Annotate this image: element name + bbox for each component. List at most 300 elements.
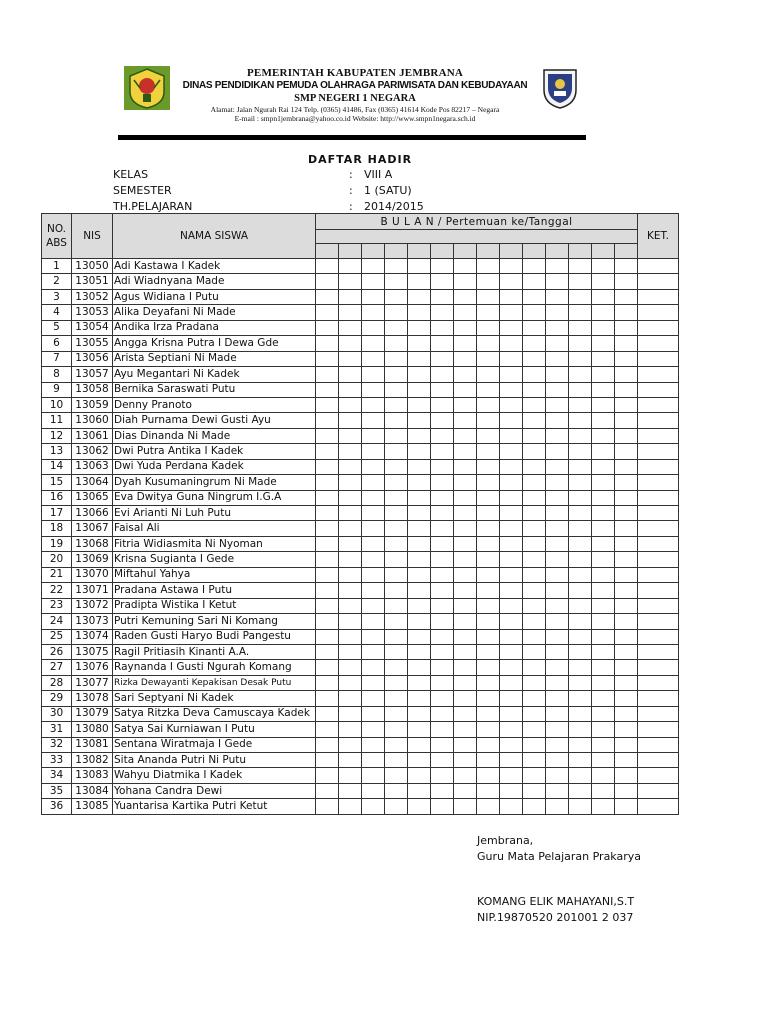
- attendance-cell: [477, 799, 500, 814]
- attendance-cell: [546, 799, 569, 814]
- table-row: [42, 428, 679, 443]
- attendance-cell: [362, 521, 385, 536]
- attendance-cell: [454, 753, 477, 768]
- attendance-cell: [339, 444, 362, 459]
- attendance-cell: [500, 768, 523, 783]
- attendance-cell: [615, 614, 638, 629]
- attendance-cell: [408, 753, 431, 768]
- attendance-cell: [362, 336, 385, 351]
- attendance-cell: [477, 428, 500, 443]
- letterhead-government: PEMERINTAH KABUPATEN JEMBRANA: [246, 67, 464, 79]
- student-number: 14: [42, 459, 72, 474]
- attendance-cell: [316, 660, 339, 675]
- table-row: [42, 660, 679, 675]
- attendance-cell: [592, 583, 615, 598]
- student-nis: 13057: [72, 367, 113, 382]
- attendance-cell: [454, 336, 477, 351]
- attendance-cell: [339, 706, 362, 721]
- student-number: 36: [42, 799, 72, 814]
- remarks-cell: [638, 536, 679, 551]
- attendance-cell: [615, 598, 638, 613]
- attendance-cell: [408, 444, 431, 459]
- attendance-cell: [477, 567, 500, 582]
- header-no-abs: [42, 214, 72, 259]
- attendance-cell: [431, 259, 454, 274]
- attendance-cell: [431, 459, 454, 474]
- student-number: 13: [42, 444, 72, 459]
- attendance-cell: [477, 475, 500, 490]
- attendance-cell: [339, 459, 362, 474]
- attendance-cell: [569, 614, 592, 629]
- attendance-cell: [431, 753, 454, 768]
- attendance-cell: [454, 783, 477, 798]
- attendance-cell: [362, 768, 385, 783]
- attendance-cell: [592, 614, 615, 629]
- student-nis: 13083: [72, 768, 113, 783]
- attendance-cell: [408, 367, 431, 382]
- header-no: NO.: [46, 223, 67, 235]
- attendance-cell: [385, 675, 408, 690]
- attendance-cell: [362, 397, 385, 412]
- attendance-cell: [316, 783, 339, 798]
- attendance-cell: [339, 320, 362, 335]
- attendance-cell: [615, 675, 638, 690]
- student-nis: 13066: [72, 506, 113, 521]
- attendance-cell: [615, 737, 638, 752]
- attendance-cell: [431, 428, 454, 443]
- attendance-cell: [569, 397, 592, 412]
- attendance-cell: [408, 691, 431, 706]
- meta-label: TH.PELAJARAN: [113, 200, 193, 213]
- attendance-cell: [362, 289, 385, 304]
- student-name: Rizka Dewayanti Kepakisan Desak Putu: [113, 675, 316, 690]
- attendance-cell: [362, 644, 385, 659]
- meta-colon: :: [349, 200, 353, 213]
- attendance-cell: [339, 768, 362, 783]
- attendance-cell: [431, 675, 454, 690]
- attendance-cell: [316, 490, 339, 505]
- attendance-cell: [454, 552, 477, 567]
- attendance-cell: [477, 660, 500, 675]
- regency-emblem-icon: [124, 66, 170, 110]
- attendance-cell: [592, 351, 615, 366]
- student-nis: 13062: [72, 444, 113, 459]
- student-number: 30: [42, 706, 72, 721]
- attendance-cell: [408, 459, 431, 474]
- attendance-cell: [500, 722, 523, 737]
- remarks-cell: [638, 413, 679, 428]
- attendance-cell: [339, 722, 362, 737]
- attendance-cell: [431, 351, 454, 366]
- remarks-cell: [638, 629, 679, 644]
- student-name: Sentana Wiratmaja I Gede: [113, 737, 316, 752]
- attendance-cell: [316, 644, 339, 659]
- attendance-cell: [592, 768, 615, 783]
- attendance-cell: [615, 320, 638, 335]
- attendance-cell: [431, 413, 454, 428]
- attendance-cell: [546, 382, 569, 397]
- attendance-cell: [546, 413, 569, 428]
- student-nis: 13078: [72, 691, 113, 706]
- attendance-cell: [523, 490, 546, 505]
- attendance-cell: [339, 259, 362, 274]
- attendance-cell: [477, 413, 500, 428]
- attendance-cell: [546, 475, 569, 490]
- student-number: 17: [42, 506, 72, 521]
- attendance-cell: [362, 459, 385, 474]
- attendance-cell: [339, 367, 362, 382]
- attendance-cell: [408, 598, 431, 613]
- attendance-cell: [477, 691, 500, 706]
- student-name: Diah Purnama Dewi Gusti Ayu: [113, 413, 316, 428]
- attendance-cell: [454, 768, 477, 783]
- attendance-cell: [615, 583, 638, 598]
- student-number: 34: [42, 768, 72, 783]
- attendance-cell: [431, 521, 454, 536]
- attendance-cell: [362, 737, 385, 752]
- attendance-cell: [477, 629, 500, 644]
- student-nis: 13084: [72, 783, 113, 798]
- attendance-cell: [546, 428, 569, 443]
- attendance-cell: [546, 506, 569, 521]
- attendance-cell: [385, 506, 408, 521]
- attendance-cell: [592, 737, 615, 752]
- table-row: [42, 259, 679, 274]
- attendance-cell: [500, 536, 523, 551]
- attendance-cell: [431, 644, 454, 659]
- student-nis: 13082: [72, 753, 113, 768]
- attendance-cell: [615, 475, 638, 490]
- remarks-cell: [638, 490, 679, 505]
- attendance-cell: [523, 799, 546, 814]
- student-nis: 13065: [72, 490, 113, 505]
- attendance-cell: [523, 691, 546, 706]
- attendance-cell: [569, 629, 592, 644]
- attendance-table: [41, 213, 679, 815]
- attendance-cell: [385, 644, 408, 659]
- attendance-cell: [500, 459, 523, 474]
- attendance-cell: [385, 397, 408, 412]
- table-row: [42, 444, 679, 459]
- student-nis: 13073: [72, 614, 113, 629]
- attendance-cell: [523, 552, 546, 567]
- attendance-cell: [408, 259, 431, 274]
- attendance-cell: [385, 614, 408, 629]
- student-name: Fitria Widiasmita Ni Nyoman: [113, 536, 316, 551]
- attendance-cell: [546, 274, 569, 289]
- student-nis: 13055: [72, 336, 113, 351]
- attendance-cell: [339, 644, 362, 659]
- attendance-cell: [408, 397, 431, 412]
- attendance-cell: [615, 305, 638, 320]
- attendance-cell: [339, 289, 362, 304]
- attendance-cell: [523, 259, 546, 274]
- attendance-cell: [385, 351, 408, 366]
- attendance-cell: [316, 259, 339, 274]
- remarks-cell: [638, 598, 679, 613]
- attendance-cell: [523, 660, 546, 675]
- student-name: Evi Arianti Ni Luh Putu: [113, 506, 316, 521]
- attendance-cell: [431, 506, 454, 521]
- attendance-cell: [454, 397, 477, 412]
- attendance-cell: [339, 598, 362, 613]
- attendance-cell: [339, 536, 362, 551]
- attendance-cell: [316, 305, 339, 320]
- student-name: Miftahul Yahya: [113, 567, 316, 582]
- meta-value: 2014/2015: [364, 200, 424, 213]
- table-row: [42, 336, 679, 351]
- remarks-cell: [638, 660, 679, 675]
- attendance-cell: [339, 660, 362, 675]
- attendance-cell: [477, 598, 500, 613]
- attendance-cell: [523, 536, 546, 551]
- attendance-cell: [385, 259, 408, 274]
- attendance-cell: [454, 351, 477, 366]
- table-row: [42, 536, 679, 551]
- attendance-cell: [500, 660, 523, 675]
- attendance-cell: [569, 753, 592, 768]
- attendance-cell: [569, 336, 592, 351]
- attendance-cell: [546, 490, 569, 505]
- attendance-cell: [500, 490, 523, 505]
- attendance-cell: [362, 552, 385, 567]
- attendance-cell: [592, 336, 615, 351]
- attendance-cell: [523, 598, 546, 613]
- date-header-cell: [339, 244, 362, 259]
- attendance-cell: [615, 506, 638, 521]
- attendance-cell: [385, 552, 408, 567]
- remarks-cell: [638, 737, 679, 752]
- remarks-cell: [638, 336, 679, 351]
- attendance-cell: [569, 799, 592, 814]
- attendance-cell: [569, 289, 592, 304]
- attendance-cell: [523, 413, 546, 428]
- attendance-cell: [615, 753, 638, 768]
- attendance-cell: [500, 753, 523, 768]
- attendance-cell: [615, 567, 638, 582]
- attendance-cell: [615, 336, 638, 351]
- student-number: 26: [42, 644, 72, 659]
- table-row: [42, 691, 679, 706]
- attendance-cell: [385, 567, 408, 582]
- attendance-cell: [569, 521, 592, 536]
- student-name: Dias Dinanda Ni Made: [113, 428, 316, 443]
- attendance-cell: [523, 521, 546, 536]
- attendance-cell: [408, 583, 431, 598]
- attendance-cell: [546, 753, 569, 768]
- attendance-cell: [500, 397, 523, 412]
- attendance-cell: [592, 536, 615, 551]
- attendance-cell: [500, 737, 523, 752]
- attendance-cell: [523, 737, 546, 752]
- attendance-cell: [362, 691, 385, 706]
- attendance-cell: [523, 475, 546, 490]
- attendance-cell: [454, 737, 477, 752]
- date-header-cell: [385, 244, 408, 259]
- date-header-cell: [569, 244, 592, 259]
- attendance-cell: [477, 351, 500, 366]
- student-nis: 13071: [72, 583, 113, 598]
- attendance-cell: [454, 691, 477, 706]
- attendance-cell: [500, 382, 523, 397]
- attendance-cell: [500, 413, 523, 428]
- attendance-cell: [615, 428, 638, 443]
- attendance-cell: [500, 274, 523, 289]
- attendance-cell: [546, 336, 569, 351]
- attendance-cell: [592, 799, 615, 814]
- attendance-cell: [523, 305, 546, 320]
- attendance-cell: [546, 583, 569, 598]
- student-number: 24: [42, 614, 72, 629]
- attendance-cell: [592, 274, 615, 289]
- attendance-cell: [500, 428, 523, 443]
- attendance-cell: [408, 660, 431, 675]
- attendance-cell: [569, 475, 592, 490]
- remarks-cell: [638, 274, 679, 289]
- attendance-cell: [431, 382, 454, 397]
- attendance-cell: [500, 583, 523, 598]
- student-nis: 13058: [72, 382, 113, 397]
- attendance-cell: [431, 722, 454, 737]
- attendance-cell: [431, 629, 454, 644]
- attendance-cell: [339, 691, 362, 706]
- student-name: Bernika Saraswati Putu: [113, 382, 316, 397]
- remarks-cell: [638, 783, 679, 798]
- attendance-cell: [477, 614, 500, 629]
- attendance-cell: [316, 552, 339, 567]
- remarks-cell: [638, 691, 679, 706]
- attendance-cell: [362, 598, 385, 613]
- attendance-cell: [477, 506, 500, 521]
- attendance-cell: [500, 691, 523, 706]
- attendance-cell: [546, 691, 569, 706]
- attendance-cell: [431, 320, 454, 335]
- attendance-cell: [408, 336, 431, 351]
- date-header-cell: [500, 244, 523, 259]
- attendance-cell: [592, 629, 615, 644]
- attendance-cell: [316, 583, 339, 598]
- attendance-cell: [500, 367, 523, 382]
- attendance-cell: [316, 799, 339, 814]
- attendance-cell: [592, 382, 615, 397]
- attendance-cell: [454, 644, 477, 659]
- attendance-cell: [408, 521, 431, 536]
- student-name: Dwi Yuda Perdana Kadek: [113, 459, 316, 474]
- student-name: Yuantarisa Kartika Putri Ketut: [113, 799, 316, 814]
- student-number: 5: [42, 320, 72, 335]
- attendance-cell: [339, 675, 362, 690]
- remarks-cell: [638, 567, 679, 582]
- attendance-cell: [339, 583, 362, 598]
- attendance-cell: [592, 413, 615, 428]
- attendance-cell: [408, 475, 431, 490]
- table-row: [42, 598, 679, 613]
- attendance-cell: [339, 552, 362, 567]
- attendance-cell: [454, 675, 477, 690]
- attendance-cell: [546, 660, 569, 675]
- attendance-cell: [385, 490, 408, 505]
- attendance-cell: [362, 305, 385, 320]
- attendance-cell: [385, 768, 408, 783]
- signature-place: Jembrana,: [477, 834, 534, 847]
- attendance-cell: [569, 490, 592, 505]
- attendance-cell: [477, 274, 500, 289]
- student-nis: 13068: [72, 536, 113, 551]
- attendance-cell: [339, 397, 362, 412]
- attendance-cell: [523, 336, 546, 351]
- attendance-cell: [385, 722, 408, 737]
- attendance-cell: [339, 351, 362, 366]
- attendance-cell: [454, 305, 477, 320]
- attendance-cell: [477, 583, 500, 598]
- attendance-cell: [569, 567, 592, 582]
- attendance-cell: [546, 629, 569, 644]
- student-name: Dyah Kusumaningrum Ni Made: [113, 475, 316, 490]
- attendance-cell: [569, 382, 592, 397]
- table-row: [42, 722, 679, 737]
- attendance-cell: [546, 459, 569, 474]
- student-name: Yohana Candra Dewi: [113, 783, 316, 798]
- table-row: [42, 753, 679, 768]
- attendance-cell: [316, 598, 339, 613]
- attendance-cell: [362, 536, 385, 551]
- attendance-cell: [454, 490, 477, 505]
- attendance-cell: [569, 737, 592, 752]
- attendance-cell: [362, 614, 385, 629]
- attendance-cell: [385, 382, 408, 397]
- attendance-cell: [500, 552, 523, 567]
- attendance-cell: [546, 536, 569, 551]
- student-number: 11: [42, 413, 72, 428]
- attendance-cell: [523, 289, 546, 304]
- student-number: 16: [42, 490, 72, 505]
- attendance-cell: [408, 274, 431, 289]
- attendance-cell: [569, 367, 592, 382]
- student-name: Adi Wiadnyana Made: [113, 274, 316, 289]
- table-row: [42, 521, 679, 536]
- attendance-cell: [362, 475, 385, 490]
- student-number: 25: [42, 629, 72, 644]
- attendance-cell: [615, 274, 638, 289]
- attendance-cell: [362, 675, 385, 690]
- attendance-cell: [500, 320, 523, 335]
- attendance-cell: [477, 753, 500, 768]
- attendance-cell: [316, 475, 339, 490]
- attendance-cell: [385, 598, 408, 613]
- attendance-cell: [477, 768, 500, 783]
- remarks-cell: [638, 675, 679, 690]
- attendance-cell: [339, 490, 362, 505]
- attendance-cell: [546, 552, 569, 567]
- student-name: Putri Kemuning Sari Ni Komang: [113, 614, 316, 629]
- attendance-cell: [523, 351, 546, 366]
- student-nis: 13063: [72, 459, 113, 474]
- attendance-cell: [454, 459, 477, 474]
- attendance-cell: [339, 799, 362, 814]
- attendance-cell: [546, 289, 569, 304]
- attendance-cell: [316, 397, 339, 412]
- student-number: 2: [42, 274, 72, 289]
- attendance-cell: [569, 305, 592, 320]
- attendance-cell: [592, 722, 615, 737]
- attendance-cell: [523, 382, 546, 397]
- attendance-cell: [500, 799, 523, 814]
- attendance-cell: [408, 413, 431, 428]
- student-nis: 13072: [72, 598, 113, 613]
- student-number: 20: [42, 552, 72, 567]
- table-row: [42, 459, 679, 474]
- attendance-cell: [454, 274, 477, 289]
